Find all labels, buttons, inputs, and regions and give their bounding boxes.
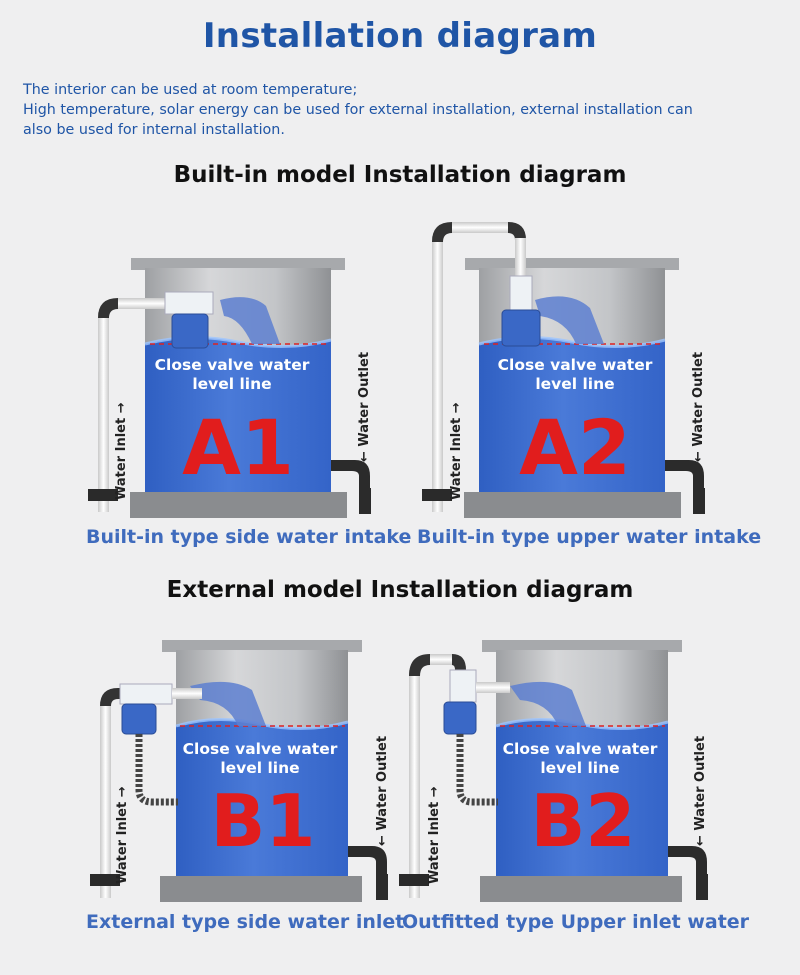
outlet-elbow <box>665 460 704 490</box>
float-valve-head <box>120 684 172 704</box>
outlet-pipe <box>693 488 705 514</box>
water-outlet-label: ← Water Outlet <box>693 735 708 846</box>
float-valve-head <box>165 292 213 314</box>
close-valve-label-2: level line <box>220 759 300 777</box>
pipe-elbow <box>452 654 466 670</box>
pipe-elbow <box>508 222 526 240</box>
inlet-pipe <box>409 670 420 898</box>
caption-b1: External type side water inlet <box>86 911 405 933</box>
float-chamber <box>122 704 156 734</box>
tank-base <box>130 492 347 518</box>
flex-hose <box>460 734 498 802</box>
float-valve-head <box>450 670 476 702</box>
close-valve-label-1: Close valve water <box>182 740 338 758</box>
float-ball <box>172 314 208 348</box>
water-outlet-label: ← Water Outlet <box>375 735 390 846</box>
close-valve-label-1: Close valve water <box>502 740 658 758</box>
close-valve-label-1: Close valve water <box>497 356 653 374</box>
caption-b2: Outfitted type Upper inlet water <box>402 911 750 933</box>
outlet-pipe <box>359 488 371 514</box>
external-section-title: External model Installation diagram <box>166 577 634 603</box>
water-inlet-label: Water Inlet → <box>427 786 442 884</box>
panel-code: B1 <box>210 779 316 863</box>
close-valve-label-2: level line <box>540 759 620 777</box>
inlet-pipe <box>432 236 443 512</box>
water-inlet-label: Water Inlet → <box>114 402 129 500</box>
panel-b1 <box>90 640 390 902</box>
outlet-elbow <box>331 460 370 490</box>
panel-b2 <box>399 640 708 902</box>
water-outlet-label: ← Water Outlet <box>357 351 372 462</box>
float-valve-head <box>510 276 532 310</box>
tank-base <box>160 876 362 902</box>
tank-base <box>480 876 682 902</box>
outlet-elbow <box>348 846 387 876</box>
tank-base <box>464 492 681 518</box>
close-valve-label-2: level line <box>192 375 272 393</box>
pipe-elbow <box>432 222 452 242</box>
panel-code: A1 <box>182 403 294 492</box>
close-valve-label-1: Close valve water <box>154 356 310 374</box>
panel-a1 <box>88 258 372 518</box>
valve-handle <box>422 489 452 501</box>
caption-a2: Built-in type upper water intake <box>417 526 762 548</box>
panel-a2 <box>422 222 706 518</box>
water-inlet-label: Water Inlet → <box>115 786 130 884</box>
intro-line-2: High temperature, solar energy can be used for external installation, external installation can <box>23 102 693 118</box>
float-ball <box>502 310 540 346</box>
pipe-elbow <box>100 688 122 706</box>
close-valve-label-2: level line <box>535 375 615 393</box>
inlet-pipe <box>100 702 111 898</box>
intro-line-1: The interior can be used at room temperature; <box>23 82 358 98</box>
float-chamber <box>444 702 476 734</box>
panel-code: A2 <box>519 403 631 492</box>
water-outlet-label: ← Water Outlet <box>691 351 706 462</box>
outlet-pipe <box>696 874 708 900</box>
page-title: Installation diagram <box>202 16 598 56</box>
panel-code: B2 <box>530 779 636 863</box>
outlet-elbow <box>668 846 707 876</box>
water-inlet-label: Water Inlet → <box>449 402 464 500</box>
inlet-pipe <box>98 312 109 512</box>
intro-line-3: also be used for internal installation. <box>23 122 285 138</box>
outlet-pipe <box>376 874 388 900</box>
pipe-elbow <box>409 654 430 676</box>
caption-a1: Built-in type side water intake <box>86 526 412 548</box>
flex-hose <box>139 734 178 802</box>
builtin-section-title: Built-in model Installation diagram <box>173 162 627 188</box>
valve-handle <box>399 874 429 886</box>
